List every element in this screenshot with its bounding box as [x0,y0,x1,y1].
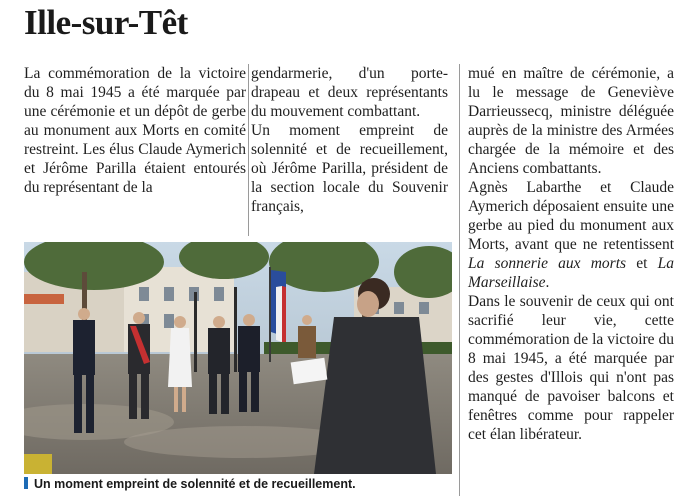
ceremony-photo [24,242,452,474]
song-title: La Marseillaise [468,255,675,291]
paragraph: Un moment empreint de solennité et de recueillement, où Jérôme Parilla, président de la section locale du Souvenir français, [251,122,448,215]
song-title: La sonnerie aux morts [468,255,627,272]
paragraph: mué en maître de cérémonie, a lu le message de Geneviève Darrieussecq, ministre déléguée auprès de la ministre des Armées chargée de la mémoire et des Anciens combattants. [468,65,674,177]
column-divider [459,64,460,496]
column-divider [248,64,249,236]
paragraph: gendarmerie, d'un porte-drapeau et deux représentants du mouvement combattant. [251,65,448,120]
paragraph: Agnès Labarthe et Claude Aymerich déposaient ensuite une gerbe au pied du monument aux Morts, avant que ne retentissent La sonnerie aux morts et La Marseillaise. [468,179,675,291]
article-column-3 [468,64,674,444]
article-column-1 [24,64,246,197]
paragraph: La commémoration de la victoire du 8 mai 1945 a été marquée par une cérémonie et un dépôt de gerbe au monument aux Morts en comité restreint. Les élus Claude Aymerich et Jérôme Parilla étaient entourés du représentant de la [24,65,246,196]
article-headline: Ille-sur-Têt [24,3,188,42]
article-column-2 [251,64,448,216]
paragraph: Dans le souvenir de ceux qui ont sacrifié leur vie, cette commémoration de la victoire du 8 mai 1945, a été marquée par des gestes d'Illois qui n'ont pas manqué de pavoiser balcons et fenêtres comme pour rappeler cet élan libérateur. [468,293,674,443]
photo-caption [24,475,454,493]
caption-marker-icon [24,477,28,489]
caption-text: Un moment empreint de solennité et de recueillement. [34,477,356,491]
